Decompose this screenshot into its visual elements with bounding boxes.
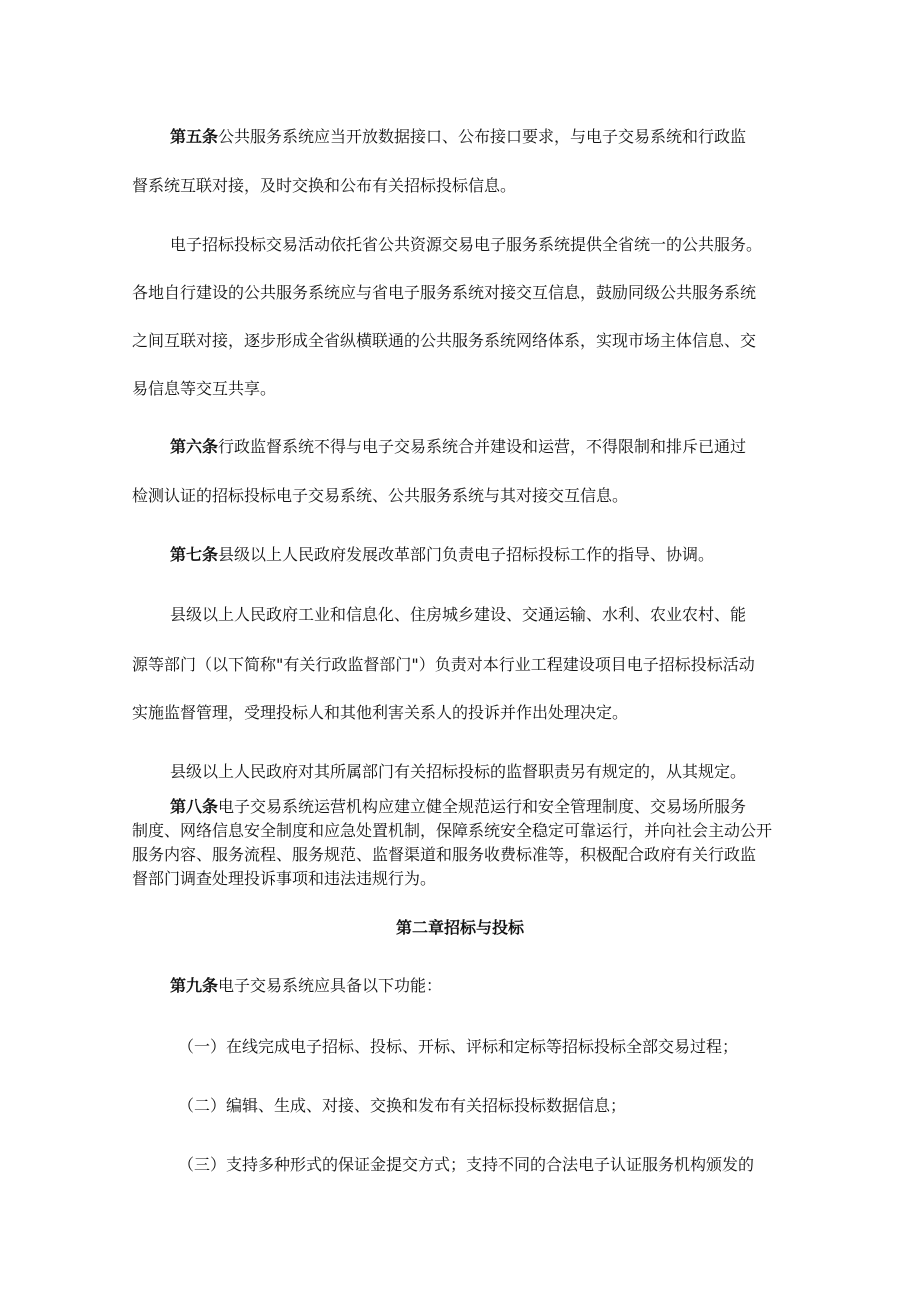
list-item-1: （一）在线完成电子招标、投标、开标、评标和定标等招标投标全部交易过程； [178, 1037, 739, 1056]
paragraph-departments-line-2: 源等部门（以下简称"有关行政监督部门"）负责对本行业工程建设项目电子招标投标活动 [132, 655, 755, 674]
list-item-2: （二）编辑、生成、对接、交换和发布有关招标投标数据信息； [178, 1096, 627, 1115]
article-7-line-1: 第七条县级以上人民政府发展改革部门负责电子招标投标工作的指导、协调。 [170, 545, 715, 564]
article-5-title: 第五条 [170, 127, 219, 146]
list-item-3: （三）支持多种形式的保证金提交方式；支持不同的合法电子认证服务机构颁发的 [178, 1155, 755, 1174]
chapter-2-heading: 第二章招标与投标 [395, 918, 524, 937]
paragraph-departments-line-1: 县级以上人民政府工业和信息化、住房城乡建设、交通运输、水利、农业农村、能 [170, 605, 747, 624]
paragraph-public-service-line-3: 之间互联对接，逐步形成全省纵横联通的公共服务系统网络体系，实现市场主体信息、交 [132, 331, 757, 350]
article-8-line-3: 服务内容、服务流程、服务规范、监督渠道和服务收费标准等，积极配合政府有关行政监 [132, 845, 757, 864]
article-7-title: 第七条 [170, 545, 219, 564]
article-8-line-1: 第八条电子交易系统运营机构应建立健全规范运行和安全管理制度、交易场所服务 [170, 797, 747, 816]
article-8-line-2: 制度、网络信息安全制度和应急处置机制，保障系统安全稳定可靠运行，并向社会主动公开 [132, 821, 773, 840]
article-8-title: 第八条 [170, 797, 219, 816]
article-6-title: 第六条 [170, 437, 219, 456]
article-8-line-4: 督部门调查处理投诉事项和违法违规行为。 [132, 869, 437, 888]
paragraph-public-service-line-2: 各地自行建设的公共服务系统应与省电子服务系统对接交互信息，鼓励同级公共服务系统 [132, 283, 757, 302]
article-5-line-2: 督系统互联对接，及时交换和公布有关招标投标信息。 [132, 176, 517, 195]
paragraph-departments-line-3: 实施监督管理，受理投标人和其他利害关系人的投诉并作出处理决定。 [132, 703, 629, 722]
article-6-line-1: 第六条行政监督系统不得与电子交易系统合并建设和运营，不得限制和排斥已通过 [170, 437, 747, 456]
article-9-title: 第九条 [170, 976, 219, 995]
article-6-line-2: 检测认证的招标投标电子交易系统、公共服务系统与其对接交互信息。 [132, 486, 629, 505]
paragraph-county-line-1: 县级以上人民政府对其所属部门有关招标投标的监督职责另有规定的，从其规定。 [170, 762, 747, 781]
article-9-line-1: 第九条电子交易系统应具备以下功能： [170, 976, 443, 995]
article-5-line-1: 第五条公共服务系统应当开放数据接口、公布接口要求，与电子交易系统和行政监 [170, 127, 747, 146]
paragraph-public-service-line-4: 易信息等交互共享。 [132, 379, 277, 398]
paragraph-public-service-line-1: 电子招标投标交易活动依托省公共资源交易电子服务系统提供全省统一的公共服务。 [170, 235, 763, 254]
